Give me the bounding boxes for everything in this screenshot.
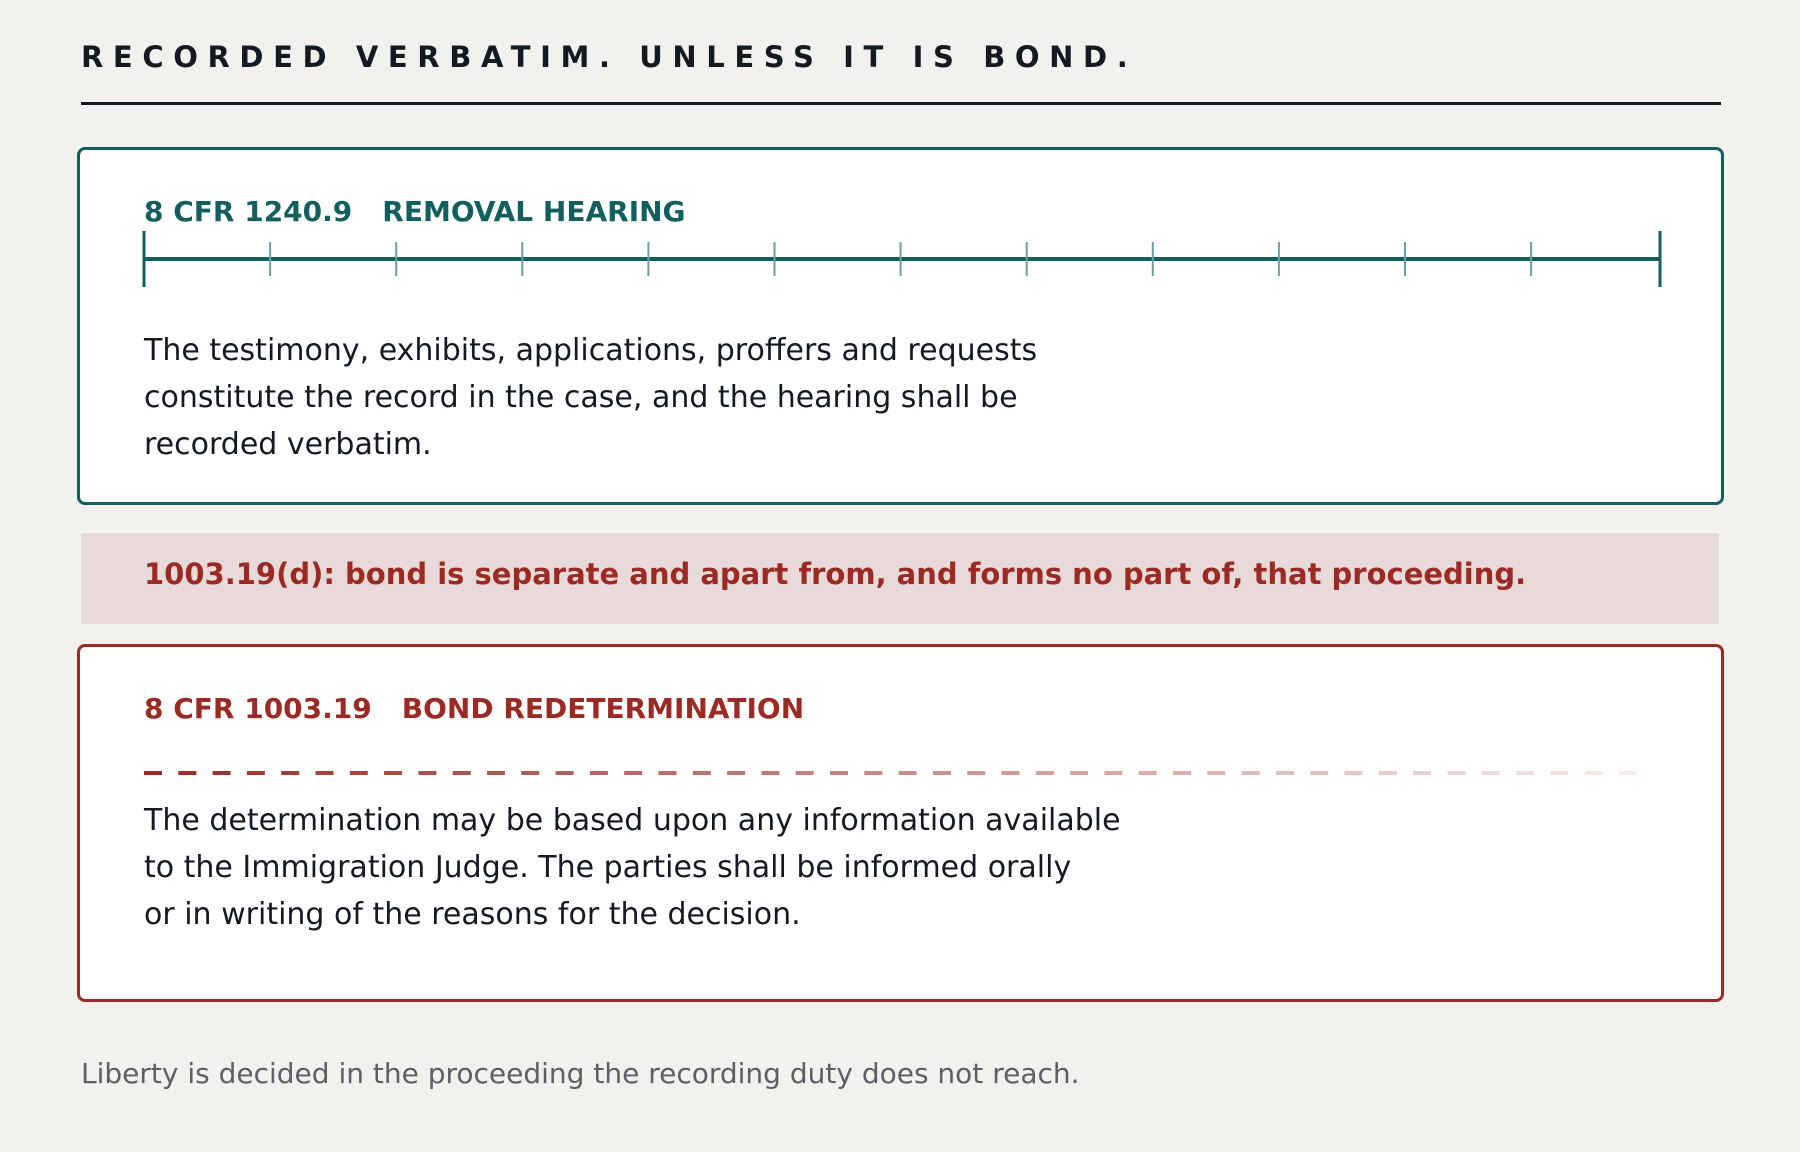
bond-body-line: The determination may be based upon any information available <box>144 803 1121 838</box>
callout-text: 1003.19(d): bond is separate and apart from, and forms no part of, that proceeding. <box>144 557 1527 591</box>
title-rule <box>81 102 1721 105</box>
bond-body-line: or in writing of the reasons for the decision. <box>144 897 801 932</box>
removal-body-line: The testimony, exhibits, applications, proffers and requests <box>144 333 1038 368</box>
footer-note: Liberty is decided in the proceeding the recording duty does not reach. <box>81 1057 1080 1090</box>
bond-body-line: to the Immigration Judge. The parties shall be informed orally <box>144 850 1072 885</box>
removal-body <box>144 327 1037 468</box>
removal-citation: 8 CFR 1240.9 <box>144 195 353 228</box>
page-title: RECORDED VERBATIM. UNLESS IT IS BOND. <box>81 40 1138 74</box>
bond-redetermination-card <box>77 644 1724 1002</box>
fading-record-line <box>80 647 1721 787</box>
bond-citation: 8 CFR 1003.19 <box>144 692 372 725</box>
removal-hearing-card <box>77 147 1724 505</box>
removal-heading: REMOVAL HEARING <box>382 195 686 228</box>
removal-body-line: constitute the record in the case, and the hearing shall be <box>144 380 1018 415</box>
bond-separation-callout <box>81 533 1719 624</box>
bond-heading: BOND REDETERMINATION <box>401 692 805 725</box>
removal-body-line: recorded verbatim. <box>144 427 432 462</box>
continuous-record-timeline <box>80 150 1721 310</box>
bond-body <box>144 797 1121 938</box>
